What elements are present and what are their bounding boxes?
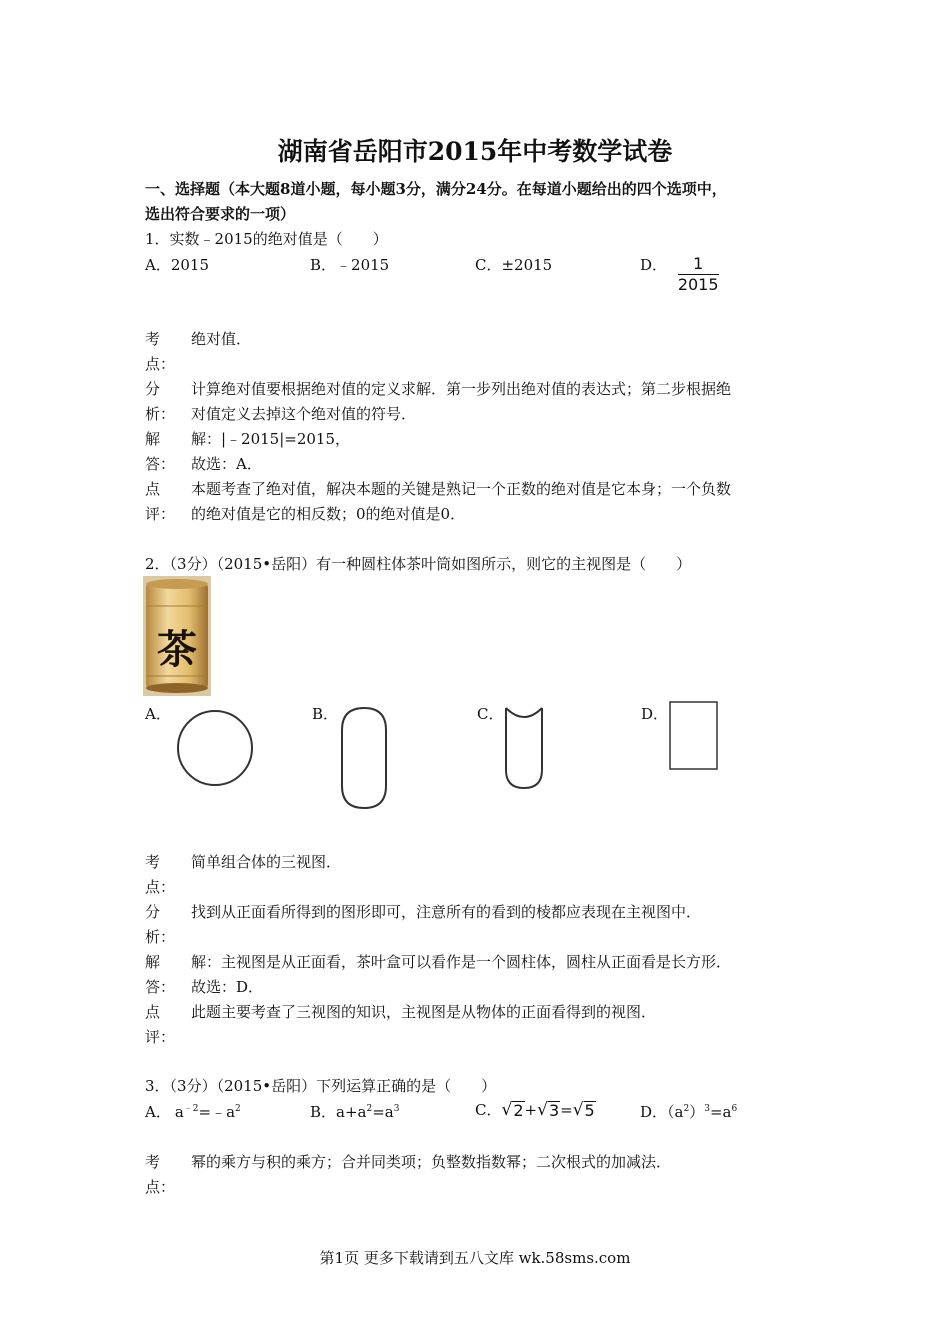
page-footer: 第1页 更多下载请到五八文库 wk.58sms.com [319,1249,631,1267]
q2-stem: 2．（3分）（2015•岳阳）有一种圆柱体茶叶筒如图所示，则它的主视图是（ ） [145,555,692,573]
q1-fraction-denominator: 2015 [677,275,719,294]
q1-kaodian-label-2: 点： [145,355,176,373]
q2-jieda-line2: 故选：D． [191,978,264,996]
q2-option-a: A． [145,705,171,723]
q1-stem: 1．实数﹣2015的绝对值是（ ） [145,230,388,248]
section-header-line2: 选出符合要求的一项） [145,205,296,223]
q3-option-d-exp1: 2 [683,1104,690,1114]
q3-option-c-plus: + [524,1101,538,1119]
q3-option-d-close: ） [689,1103,705,1121]
sqrt-3-radicand: 3 [548,1101,560,1120]
q1-jieda-line2: 故选：A． [191,455,262,473]
sqrt-3: √ 3 [537,1100,560,1120]
q1-option-c: C．±2015 [475,256,553,274]
page-title: 湖南省岳阳市2015年中考数学试卷 [277,137,673,166]
q3-option-a-mid: =﹣a [198,1103,236,1121]
q2-shape-circle [172,705,258,791]
q3-option-a-exp1: ﹣2 [183,1104,199,1114]
q3-option-d-label: D． [640,1103,668,1121]
q1-option-a: A．2015 [145,256,210,274]
tea-canister-image [143,576,211,696]
sqrt-5: √ 5 [572,1100,595,1120]
q1-option-d-label: D． [640,256,668,274]
q3-option-b [310,1101,399,1122]
q3-option-b-base: a+a [336,1103,367,1121]
q3-option-d-exp3: 6 [731,1104,738,1114]
q1-kaodian-label-1: 考 [145,330,161,348]
q3-option-a-label: A． [145,1103,171,1121]
q1-dianping-line2: 的绝对值是它的相反数；0的绝对值是0． [191,505,466,523]
q1-option-d [640,254,719,295]
q1-kaodian: 绝对值． [191,330,252,348]
q1-fenxi-label-2: 析： [145,405,176,423]
q3-option-b-exp2: 3 [393,1104,400,1114]
q2-dianping-label-2: 评： [145,1028,176,1046]
q1-option-b: B．﹣2015 [310,256,390,274]
q2-fenxi-label-1: 分 [145,903,161,921]
q2-dianping-line1: 此题主要考查了三视图的知识，主视图是从物体的正面看得到的视图． [191,1003,657,1021]
q3-option-c-label: C． [475,1101,502,1119]
q3-option-d-mid: =a [709,1103,732,1121]
q2-option-c: C． [477,705,504,723]
q3-option-a-exp2: 2 [235,1104,241,1114]
sqrt-5-radicand: 5 [584,1101,595,1120]
sqrt-2: √ 2 [501,1100,524,1120]
q1-fraction-numerator: 1 [678,254,719,275]
q3-option-d-open: （a [667,1103,684,1121]
q2-option-d: D． [641,705,669,723]
q3-kaodian: 幂的乘方与积的乘方；合并同类项；负整数指数幂；二次根式的加减法． [191,1153,672,1171]
q1-dianping-label-1: 点 [145,480,161,498]
q2-shape-stadium [336,702,392,814]
q2-kaodian-label-1: 考 [145,853,161,871]
q1-jieda-label-1: 解 [145,430,161,448]
q3-option-d-exp2: 3 [704,1104,710,1114]
q2-jieda-label-1: 解 [145,953,161,971]
q3-option-a [145,1101,241,1122]
q3-option-c [475,1099,596,1120]
q3-option-a-base: a [174,1103,184,1121]
q3-option-b-mid: =a [372,1103,394,1121]
q1-jieda-label-2: 答： [145,455,176,473]
q2-dianping-label-1: 点 [145,1003,161,1021]
q2-fenxi-label-2: 析： [145,928,176,946]
q1-fraction [678,254,719,295]
q1-fenxi-line1: 计算绝对值要根据绝对值的定义求解．第一步列出绝对值的表达式；第二步根据绝 [191,380,732,398]
q1-fenxi-line2: 对值定义去掉这个绝对值的符号． [191,405,417,423]
q2-option-b: B． [312,705,339,723]
q3-kaodian-label-2: 点： [145,1178,176,1196]
q2-kaodian: 简单组合体的三视图． [191,853,342,871]
q1-jieda-line1: 解：|﹣2015|=2015， [191,430,351,448]
section-header-line1: 一、选择题（本大题8道小题，每小题3分，满分24分。在每道小题给出的四个选项中， [145,180,727,198]
q3-option-b-exp1: 2 [366,1104,373,1114]
q3-option-b-label: B． [310,1103,337,1121]
q2-jieda-line1: 解：主视图是从正面看，茶叶盒可以看作是一个圆柱体，圆柱从正面看是长方形． [191,953,732,971]
q1-dianping-line1: 本题考查了绝对值，解决本题的关键是熟记一个正数的绝对值是它本身；一个负数 [191,480,732,498]
q1-dianping-label-2: 评： [145,505,176,523]
q2-jieda-label-2: 答： [145,978,176,996]
q2-shape-u-tube [500,700,550,794]
q3-option-c-equals: = [560,1101,573,1119]
q2-shape-rectangle [667,700,721,772]
q1-fenxi-label-1: 分 [145,380,161,398]
q3-kaodian-label-1: 考 [145,1153,161,1171]
q2-kaodian-label-2: 点： [145,878,176,896]
q3-stem: 3．（3分）（2015•岳阳）下列运算正确的是（ ） [145,1077,497,1095]
q2-fenxi-line1: 找到从正面看所得到的图形即可，注意所有的看到的棱都应表现在主视图中． [191,903,702,921]
q3-option-d [640,1101,737,1122]
sqrt-2-radicand: 2 [513,1101,524,1120]
tea-character-label: 茶 [157,626,197,673]
